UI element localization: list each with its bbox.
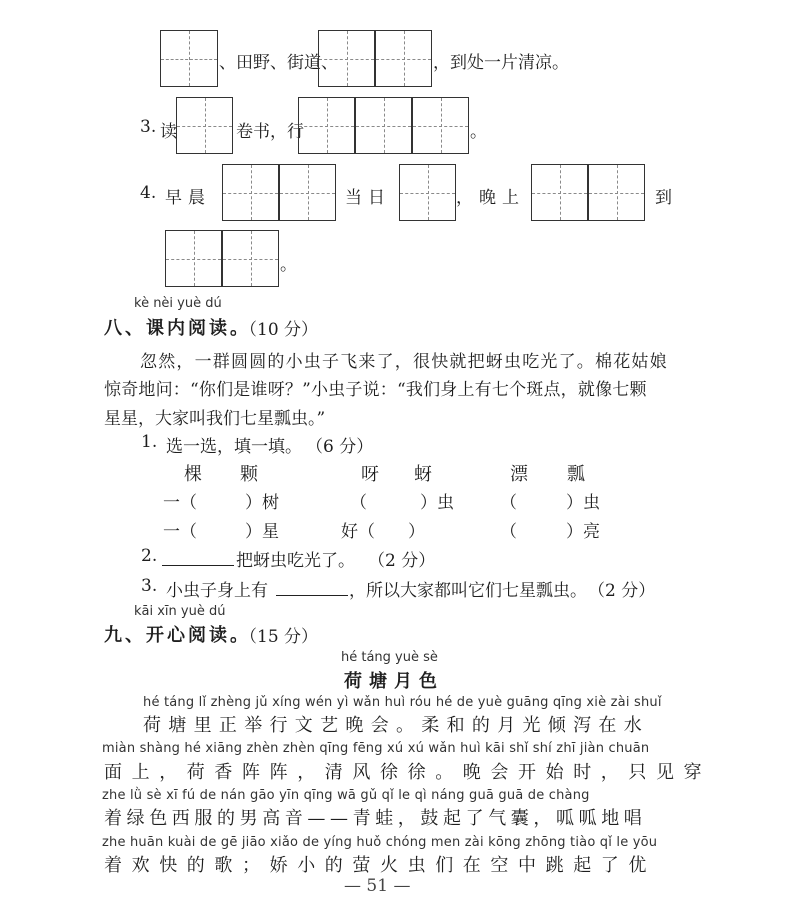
- section-pinyin: kāi xīn yuè dú: [134, 604, 226, 619]
- section-pinyin: kè nèi yuè dú: [134, 296, 222, 311]
- passage-line: 忽然，一群圆圆的小虫子飞来了，很快就把蚜虫吃光了。棉花姑娘: [140, 352, 668, 372]
- page-number: — 51 —: [344, 876, 411, 896]
- answer-cell[interactable]: [399, 164, 456, 221]
- fill-text: 。: [470, 122, 487, 142]
- answer-blank[interactable]: [276, 579, 348, 596]
- answer-cell[interactable]: [298, 97, 355, 154]
- choice-blank-left[interactable]: （: [500, 522, 517, 542]
- choice-blank-left[interactable]: （: [500, 493, 517, 513]
- choice-char: 棵: [184, 464, 202, 485]
- pinyin-line: zhe huān kuài de gē jiāo xiǎo de yíng huǒ chóng men zài kōng zhōng tiào qǐ le yōu: [102, 835, 658, 850]
- answer-blank[interactable]: [162, 549, 234, 566]
- choice-blank-left[interactable]: 一（: [163, 522, 197, 542]
- question-number: 1.: [141, 432, 158, 452]
- choice-char: 蚜: [414, 464, 432, 485]
- answer-cell[interactable]: [165, 230, 222, 287]
- text-line: 着绿色西服的男高音——青蛙，鼓起了气囊，呱呱地唱: [104, 808, 647, 829]
- answer-cell[interactable]: [222, 230, 279, 287]
- choice-blank-left[interactable]: 好（: [341, 522, 375, 542]
- story-title-pinyin: hé táng yuè sè: [341, 650, 438, 665]
- story-title: 荷塘月色: [344, 671, 444, 692]
- answer-cell[interactable]: [160, 30, 218, 87]
- question-score: （2 分）: [588, 581, 656, 601]
- question-number: 3.: [140, 117, 157, 137]
- answer-cell[interactable]: [222, 164, 279, 221]
- answer-cell[interactable]: [412, 97, 469, 154]
- question-score: （2 分）: [368, 551, 436, 571]
- section-title: 九、开心阅读。: [104, 625, 251, 646]
- text-line: 着欢快的歌；娇小的萤火虫们在空中跳起了优: [104, 855, 656, 876]
- question-text: ，所以大家都叫它们七星瓢虫。: [349, 581, 587, 601]
- choice-blank-right: ）树: [245, 493, 279, 513]
- text-line: 荷塘里正举行文艺晚会。柔和的月光倾泻在水: [143, 715, 649, 736]
- fill-text: 到: [655, 188, 672, 208]
- answer-cell[interactable]: [279, 164, 336, 221]
- choice-char: 瓢: [567, 464, 585, 485]
- answer-cell[interactable]: [355, 97, 412, 154]
- question-number: 3.: [141, 576, 158, 596]
- passage-line: 惊奇地问：“你们是谁呀？”小虫子说：“我们身上有七个斑点，就像七颗: [104, 380, 647, 400]
- fill-text: 当日: [345, 188, 391, 208]
- choice-char: 呀: [361, 464, 379, 485]
- passage-line: 星星，大家叫我们七星瓢虫。”: [104, 409, 326, 429]
- section-score: （10 分）: [240, 320, 319, 340]
- choice-blank-right: ）亮: [566, 522, 600, 542]
- fill-text: 早晨: [165, 188, 211, 208]
- answer-cell[interactable]: [588, 164, 645, 221]
- pinyin-line: hé táng lǐ zhèng jǔ xíng wén yì wǎn huì róu hé de yuè guāng qīng xiè zài shuǐ: [143, 695, 662, 710]
- question-text: 小虫子身上有: [166, 581, 268, 601]
- answer-cell[interactable]: [318, 30, 375, 87]
- choice-char: 颗: [240, 464, 258, 485]
- question-number: 2.: [141, 546, 158, 566]
- choice-blank-left[interactable]: （: [350, 493, 367, 513]
- fill-text: ，到处一片清凉。: [433, 53, 569, 73]
- question-score: （6 分）: [306, 437, 374, 457]
- fill-text: 。: [280, 255, 297, 275]
- fill-text: ，晚上: [456, 188, 525, 208]
- choice-blank-right: ）: [408, 522, 425, 542]
- question-text: 把蚜虫吃光了。: [236, 551, 355, 571]
- answer-cell[interactable]: [375, 30, 432, 87]
- fill-text: 读: [160, 122, 177, 142]
- pinyin-line: miàn shàng hé xiāng zhèn zhèn qīng fēng xú xú wǎn huì kāi shǐ shí zhī jiàn chuān: [102, 741, 650, 756]
- section-title: 八、课内阅读。: [104, 318, 251, 339]
- pinyin-line: zhe lǜ sè xī fú de nán gāo yīn qīng wā gǔ qǐ le qì náng guā guā de chàng: [102, 788, 590, 803]
- choice-blank-left[interactable]: 一（: [163, 493, 197, 513]
- text-line: 面上，荷香阵阵，清风徐徐。晚会开始时，只见穿: [104, 762, 712, 783]
- choice-blank-right: ）虫: [420, 493, 454, 513]
- question-text: 选一选，填一填。: [166, 437, 302, 457]
- choice-char: 漂: [510, 464, 528, 485]
- answer-cell[interactable]: [176, 97, 233, 154]
- question-number: 4.: [140, 183, 157, 203]
- answer-cell[interactable]: [531, 164, 588, 221]
- fill-text: 卷书，行: [236, 122, 304, 142]
- section-score: （15 分）: [240, 627, 319, 647]
- choice-blank-right: ）星: [245, 522, 279, 542]
- fill-text: 、田野、街道、: [219, 53, 338, 73]
- choice-blank-right: ）虫: [566, 493, 600, 513]
